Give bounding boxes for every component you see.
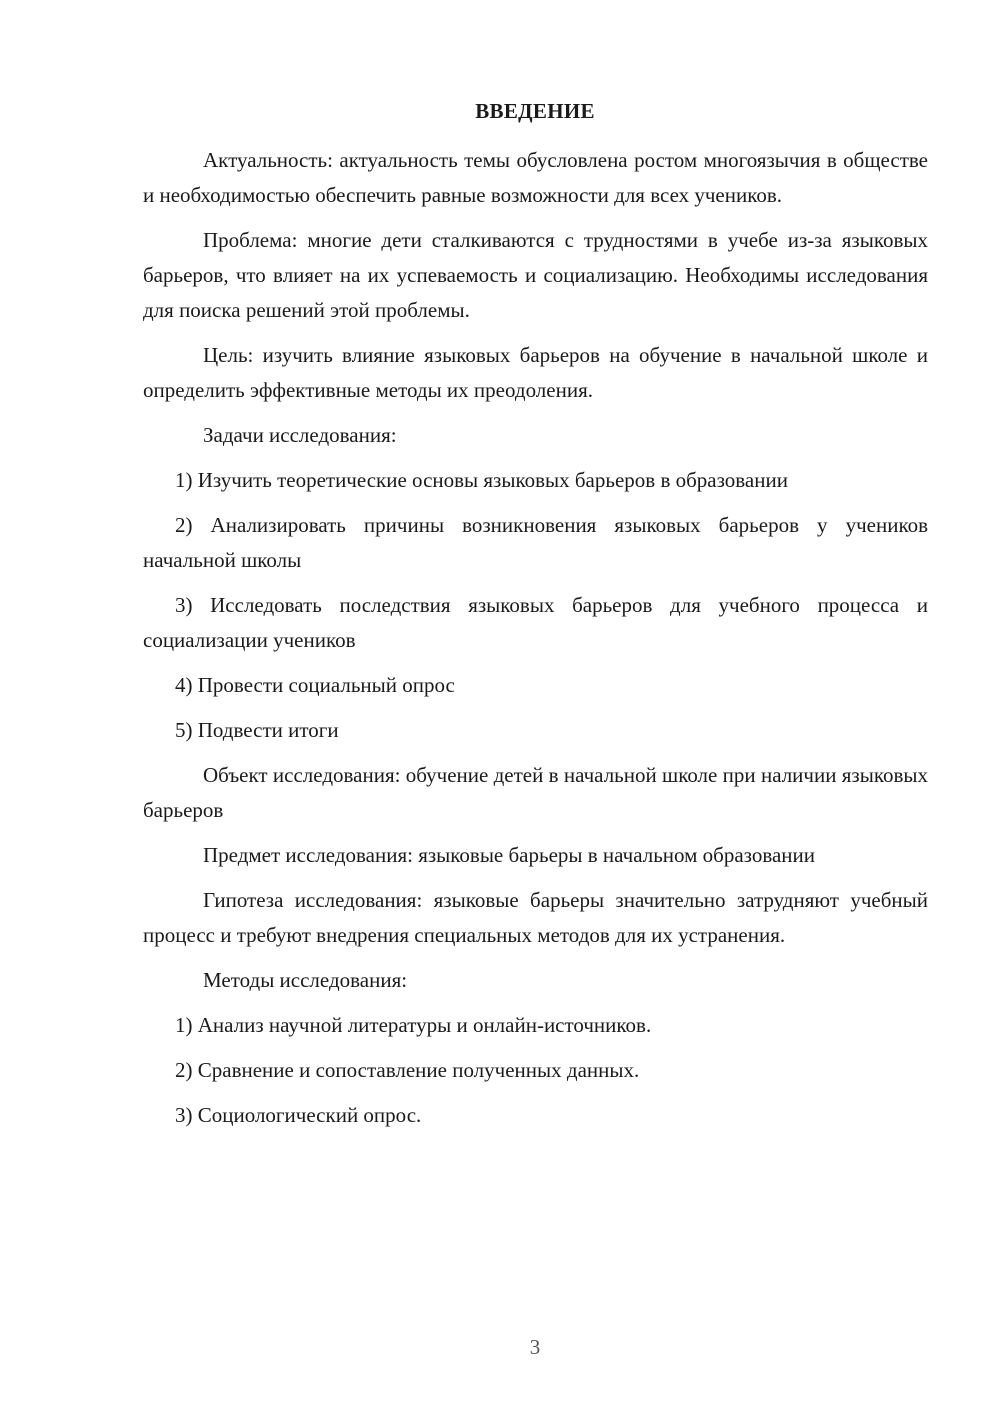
document-body [143, 143, 928, 1143]
task-item-1: 1) Изучить теоретические основы языковых барьеров в образовании [175, 468, 788, 492]
page-number: 3 [529, 1335, 541, 1359]
task-item-3: 3) Исследовать последствия языковых барьеров для учебного процесса и социализации учеников [143, 593, 928, 652]
method-item-2: 2) Сравнение и сопоставление полученных данных. [175, 1058, 640, 1082]
task-item-4: 4) Провести социальный опрос [175, 673, 455, 697]
section-heading: ВВЕДЕНИЕ [475, 99, 595, 123]
task-item-5: 5) Подвести итоги [175, 718, 339, 742]
problem-paragraph: Проблема: многие дети сталкиваются с трудностями в учебе из-за языковых барьеров, что влияет на их успеваемость и социализацию. Необходимы исследования для поиска решений этой проблемы. [143, 228, 928, 322]
relevance-paragraph: Актуальность: актуальность темы обусловлена ростом многоязычия в обществе и необходимостью обеспечить равные возможности для всех учеников. [143, 148, 928, 207]
goal-paragraph: Цель: изучить влияние языковых барьеров на обучение в начальной школе и определить эффективные методы их преодоления. [143, 343, 928, 402]
object-paragraph: Объект исследования: обучение детей в начальной школе при наличии языковых барьеров [143, 763, 928, 822]
hypothesis-paragraph: Гипотеза исследования: языковые барьеры значительно затрудняют учебный процесс и требуют внедрения специальных методов для их устранения. [143, 888, 928, 947]
method-item-3: 3) Социологический опрос. [175, 1103, 422, 1127]
methods-title: Методы исследования: [203, 968, 408, 992]
task-item-2: 2) Анализировать причины возникновения языковых барьеров у учеников начальной школы [143, 513, 928, 572]
subject-paragraph: Предмет исследования: языковые барьеры в начальном образовании [203, 843, 815, 867]
method-item-1: 1) Анализ научной литературы и онлайн-источников. [175, 1013, 652, 1037]
tasks-title: Задачи исследования: [203, 423, 397, 447]
